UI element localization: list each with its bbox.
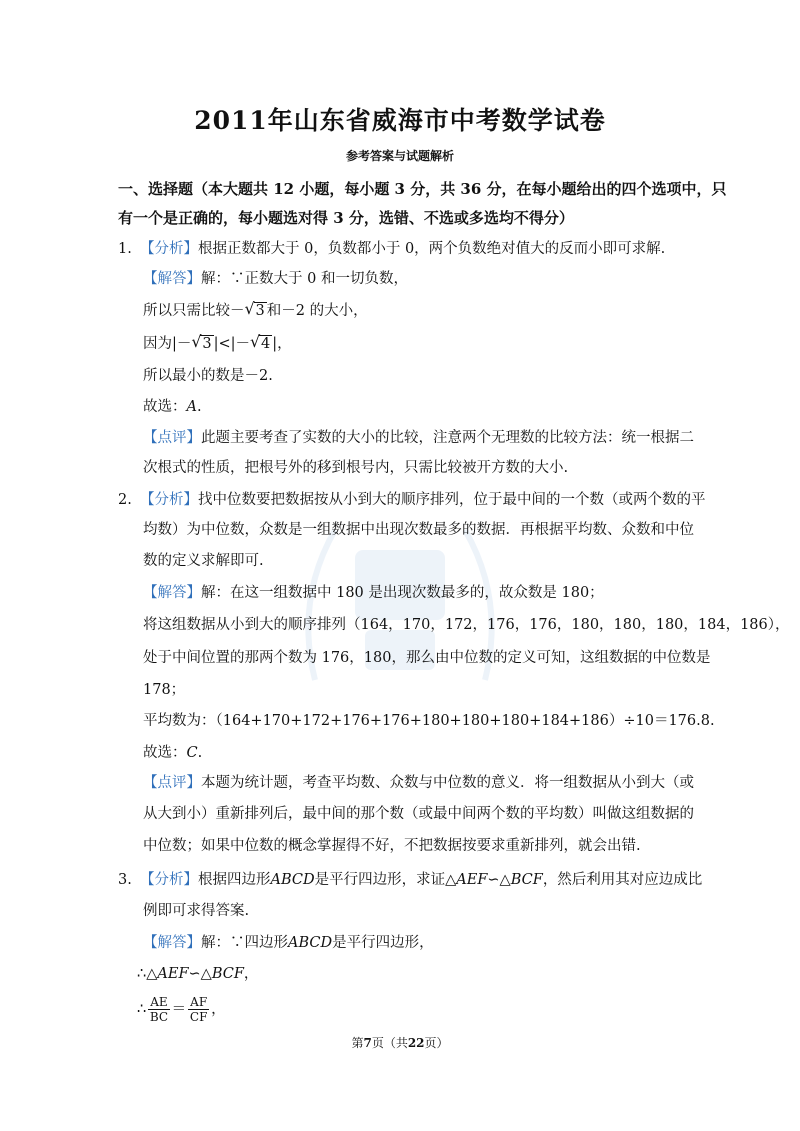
q1-answer — [143, 269, 408, 289]
page-subtitle: 参考答案与试题解析 — [345, 149, 454, 163]
numerator: AE — [150, 995, 168, 1009]
q2-line-5: 平均数为：（164+170+172+176+176+180+180+180+184+186）÷10＝176.8. — [143, 713, 715, 729]
text: ， — [243, 966, 259, 982]
text: 故选： — [143, 399, 187, 415]
q3-analysis-2: 例即可求得答案. — [143, 903, 250, 919]
q3-analysis — [118, 870, 702, 890]
text: 本题为统计题，考查平均数、众数与中位数的意义．将一组数据从小到大（或 — [201, 775, 694, 791]
denominator: CF — [189, 1010, 208, 1024]
sqrt-expression — [250, 334, 272, 354]
q2-line-3: 处于中间位置的那两个数为 176，180，那么由中位数的定义可知，这组数据的中位数是 — [143, 650, 711, 666]
text: ∴△ — [137, 966, 158, 982]
text: ∽△ — [188, 966, 212, 982]
text: ，然后利用其对应边成比 — [542, 872, 703, 888]
text: 第 — [351, 1036, 364, 1050]
text: . — [197, 745, 203, 761]
q1-analysis — [118, 239, 665, 259]
q1-choice — [143, 397, 202, 417]
q2-analysis — [118, 490, 706, 510]
comment-tag: 【点评】 — [143, 430, 201, 446]
text: 页） — [424, 1036, 449, 1050]
q1-analysis-text: 根据正数都大于 0，负数都小于 0，两个负数绝对值大的反而小即可求解. — [198, 241, 666, 257]
text: 故选： — [143, 745, 187, 761]
sqrt-expression — [191, 334, 213, 354]
text: 是平行四边形，求证△ — [314, 872, 457, 888]
analysis-tag: 【分析】 — [140, 872, 198, 888]
text: . — [196, 399, 202, 415]
q1-comment — [143, 428, 694, 448]
q3-line-2 — [137, 964, 258, 984]
choice-letter: A — [186, 399, 197, 415]
page-title: 2011年山东省威海市中考数学试卷 — [194, 106, 606, 135]
text: |， — [272, 336, 292, 352]
text: ∽△ — [487, 872, 511, 888]
text: 解：在这一组数据中 180 是出现次数最多的，故众数是 180； — [201, 585, 604, 601]
q1-line-3 — [143, 334, 292, 354]
page-footer — [0, 1034, 800, 1051]
math-var: BCF — [510, 872, 543, 888]
text: 解：∵四边形 — [201, 935, 288, 951]
q2-analysis-3: 数的定义求解即可. — [143, 553, 264, 569]
math-var: BCF — [211, 966, 244, 982]
numerator: AF — [190, 995, 208, 1009]
answer-tag: 【解答】 — [143, 271, 201, 287]
q1-line-2 — [143, 301, 368, 321]
q2-choice — [143, 743, 202, 763]
comment-tag: 【点评】 — [143, 775, 201, 791]
q2-comment-2: 从大到小）重新排列后，最中间的那个数（或最中间两个数的平均数）叫做这组数据的 — [143, 806, 694, 822]
question-number: 1. — [118, 241, 132, 257]
text: 是平行四边形， — [332, 935, 434, 951]
total-pages: 22 — [407, 1036, 425, 1050]
choice-letter: C — [186, 745, 198, 761]
fraction — [148, 995, 169, 1024]
q2-comment — [143, 773, 694, 793]
math-var: AEF — [157, 966, 189, 982]
question-number: 2. — [118, 492, 132, 508]
analysis-tag: 【分析】 — [140, 241, 198, 257]
radicand: 4 — [261, 336, 271, 352]
denominator: BC — [149, 1010, 169, 1024]
q2-line-4: 178； — [143, 682, 186, 698]
q1-comment-2: 次根式的性质，把根号外的移到根号内，只需比较被开方数的大小. — [143, 460, 569, 476]
q1-answer-text: 解：∵正数大于 0 和一切负数， — [201, 271, 408, 287]
text: － — [230, 303, 245, 319]
text: 因为|－ — [143, 336, 192, 352]
q1-line-4: 所以最小的数是－2. — [143, 368, 273, 384]
text: 页（共 — [371, 1036, 408, 1050]
text: 根据四边形 — [198, 872, 271, 888]
answer-tag: 【解答】 — [143, 585, 201, 601]
math-var: ABCD — [270, 872, 315, 888]
section-heading-line-1: 一、选择题（本大题共 12 小题，每小题 3 分，共 36 分，在每小题给出的四个选项中，只 — [118, 180, 727, 198]
analysis-tag: 【分析】 — [140, 492, 198, 508]
equals-sign: ＝ — [171, 1001, 187, 1018]
q2-analysis-2: 均数）为中位数，众数是一组数据中出现次数最多的数据．再根据平均数、众数和中位 — [143, 522, 694, 538]
sqrt-expression — [245, 301, 267, 321]
math-var: ABCD — [288, 935, 333, 951]
text: 所以只需比较 — [143, 303, 230, 319]
q2-line-2: 将这组数据从小到大的顺序排列（164，170，172，176，176，180，180，180，184，186）， — [143, 617, 790, 633]
page-number: 7 — [363, 1036, 372, 1050]
text: 和－2 的大小， — [266, 303, 368, 319]
text: ， — [211, 1001, 226, 1018]
q2-comment-3: 中位数；如果中位数的概念掌握得不好，不把数据按要求重新排列，就会出错. — [143, 838, 641, 854]
therefore-symbol: ∴ — [137, 1001, 147, 1018]
section-heading-line-2: 有一个是正确的，每小题选对得 3 分，选错、不选或多选均不得分） — [118, 209, 574, 227]
answer-tag: 【解答】 — [143, 935, 201, 951]
math-var: AEF — [456, 872, 488, 888]
q3-answer — [143, 933, 434, 953]
radicand: 3 — [255, 303, 265, 319]
q2-answer — [143, 583, 604, 603]
text: 找中位数要把数据按从小到大的顺序排列，位于最中间的一个数（或两个数的平 — [198, 492, 706, 508]
q3-fraction-equation — [137, 995, 226, 1024]
radicand: 3 — [202, 336, 212, 352]
fraction — [188, 995, 209, 1024]
text: 此题主要考查了实数的大小的比较，注意两个无理数的比较方法：统一根据二 — [201, 430, 694, 446]
question-number: 3. — [118, 872, 132, 888]
text: |<|－ — [213, 336, 251, 352]
